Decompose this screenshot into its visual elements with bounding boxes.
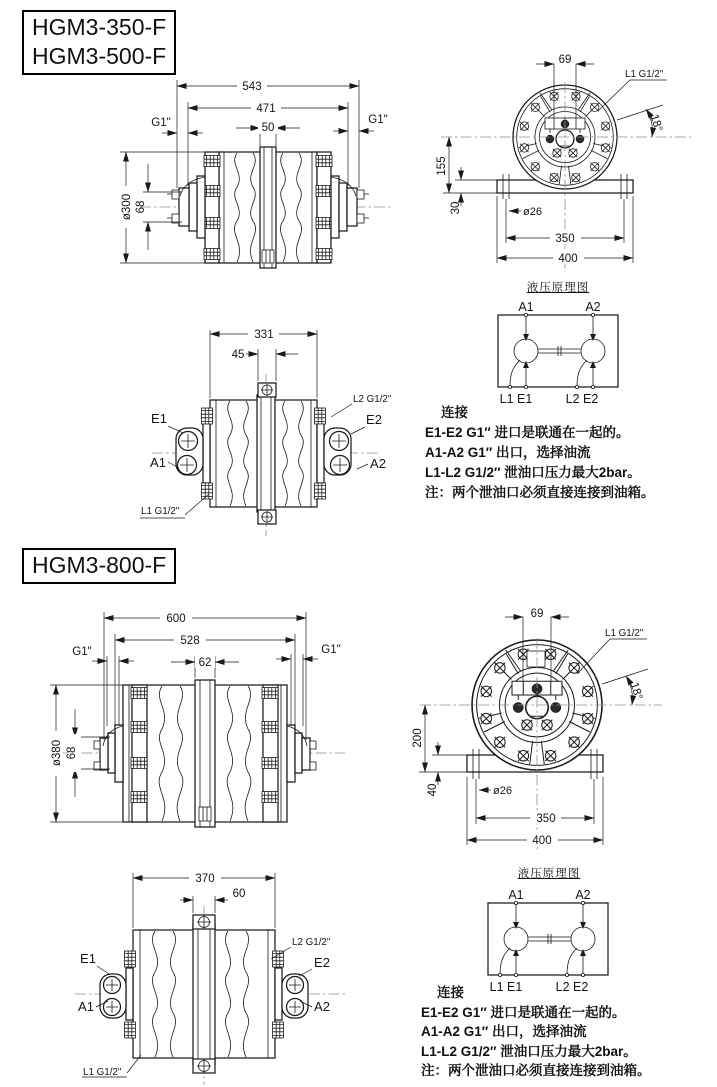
- schematic-symbol: [498, 313, 618, 388]
- label-l1-g12: L1 G1/2": [141, 506, 180, 517]
- schem-a2-800: A2: [575, 888, 591, 902]
- note-line: A1-A2 G1″ 出口，选择油流: [421, 1024, 587, 1039]
- note-line: 注：两个泄油口必须直接连接到油箱。: [421, 1063, 651, 1078]
- dim-69: 69: [558, 54, 572, 66]
- model-title-box-350-500: [22, 10, 176, 75]
- label-e2: E2: [366, 412, 382, 427]
- note-line: L1-L2 G1/2″ 泄油口压力最大2bar。: [421, 1043, 637, 1059]
- label-a2: A2: [370, 456, 386, 471]
- dim-60: 60: [232, 888, 246, 900]
- dim-68: 68: [135, 200, 147, 214]
- note-line: A1-A2 G1″ 出口，选择油流: [425, 445, 591, 460]
- dim-350: 350: [555, 233, 575, 245]
- note-line: E1-E2 G1″ 进口是联通在一起的。: [425, 425, 630, 440]
- dim-62: 62: [198, 657, 212, 669]
- label-l2-g12-800: L2 G1/2": [292, 937, 331, 948]
- label-l2-g12: L2 G1/2": [353, 394, 392, 405]
- top-view-800: [75, 872, 345, 1085]
- dim-350-800: 350: [536, 813, 556, 825]
- label-l1-g12-front: L1 G1/2": [625, 69, 664, 80]
- label-e1-800: E1: [80, 951, 96, 966]
- schem-l2e2-800: L2 E2: [555, 980, 589, 994]
- dim-hole-26: ø26: [523, 206, 542, 218]
- dim-200: 200: [412, 728, 424, 748]
- top-view-350: [140, 328, 392, 536]
- note-line: E1-E2 G1″ 进口是联通在一起的。: [421, 1004, 626, 1020]
- notes-heading: 连接: [437, 985, 464, 1000]
- dim-400: 400: [558, 253, 578, 265]
- side-view-800: [49, 612, 345, 827]
- label-l1-g12-front-800: L1 G1/2": [605, 628, 644, 639]
- label-a1-800: A1: [78, 999, 94, 1014]
- notes-heading: 连接: [441, 405, 468, 420]
- schematic-title-350: 液压原理图: [526, 282, 590, 294]
- schem-a2: A2: [585, 300, 601, 314]
- dim-45: 45: [231, 349, 245, 361]
- connection-notes-350: [425, 403, 655, 503]
- label-e1: E1: [151, 411, 167, 426]
- model-name: HGM3-800-F: [32, 552, 167, 578]
- dim-40: 40: [427, 783, 439, 797]
- port-g1-right: G1": [368, 114, 388, 126]
- label-l1-g12-800: L1 G1/2": [83, 1067, 122, 1078]
- label-e2-800: E2: [314, 955, 330, 970]
- port-g1-left: G1": [151, 117, 171, 129]
- side-view-350: [119, 79, 392, 268]
- note-line: L1-L2 G1/2″ 泄油口压力最大2bar。: [425, 465, 641, 480]
- schem-l2e2: L2 E2: [565, 392, 599, 406]
- schematic-800: [488, 888, 608, 994]
- dim-471: 471: [256, 103, 276, 115]
- dim-331: 331: [254, 329, 274, 341]
- note-line: 注：两个泄油口必须直接连接到油箱。: [425, 485, 655, 500]
- dim-18deg-800: 18°: [627, 681, 645, 702]
- dim-370: 370: [195, 873, 215, 885]
- connection-notes-800: [421, 983, 651, 1081]
- dim-30: 30: [450, 201, 462, 215]
- port-g1-left-800: G1": [72, 646, 92, 658]
- dim-dia-380: ø380: [51, 739, 63, 767]
- schematic-350: [498, 300, 618, 406]
- dim-528: 528: [180, 635, 200, 647]
- dim-18deg: 18°: [647, 113, 665, 134]
- schem-a1-800: A1: [508, 888, 524, 902]
- schematic-title-800: 液压原理图: [517, 868, 581, 880]
- model-name: HGM3-350-F: [32, 14, 167, 40]
- schem-a1: A1: [518, 300, 534, 314]
- dim-dia-300: ø300: [121, 193, 133, 221]
- dim-543: 543: [242, 81, 262, 93]
- model-name: HGM3-500-F: [32, 43, 167, 69]
- dim-155: 155: [436, 156, 448, 176]
- port-g1-right-800: G1": [321, 644, 341, 656]
- label-a1: A1: [150, 455, 166, 470]
- dim-69-800: 69: [530, 608, 544, 620]
- dim-68-800: 68: [66, 746, 78, 760]
- front-view-350: [436, 53, 692, 272]
- schematic-symbol: [488, 901, 608, 976]
- schem-l1e1: L1 E1: [499, 392, 533, 406]
- dim-hole-26-800: ø26: [493, 785, 512, 797]
- model-title-box-800: [22, 548, 176, 584]
- dim-600: 600: [166, 613, 186, 625]
- schem-l1e1-800: L1 E1: [489, 980, 523, 994]
- label-a2-800: A2: [314, 999, 330, 1014]
- front-view-800: [412, 607, 662, 852]
- dim-50: 50: [261, 122, 275, 134]
- dim-400-800: 400: [532, 835, 552, 847]
